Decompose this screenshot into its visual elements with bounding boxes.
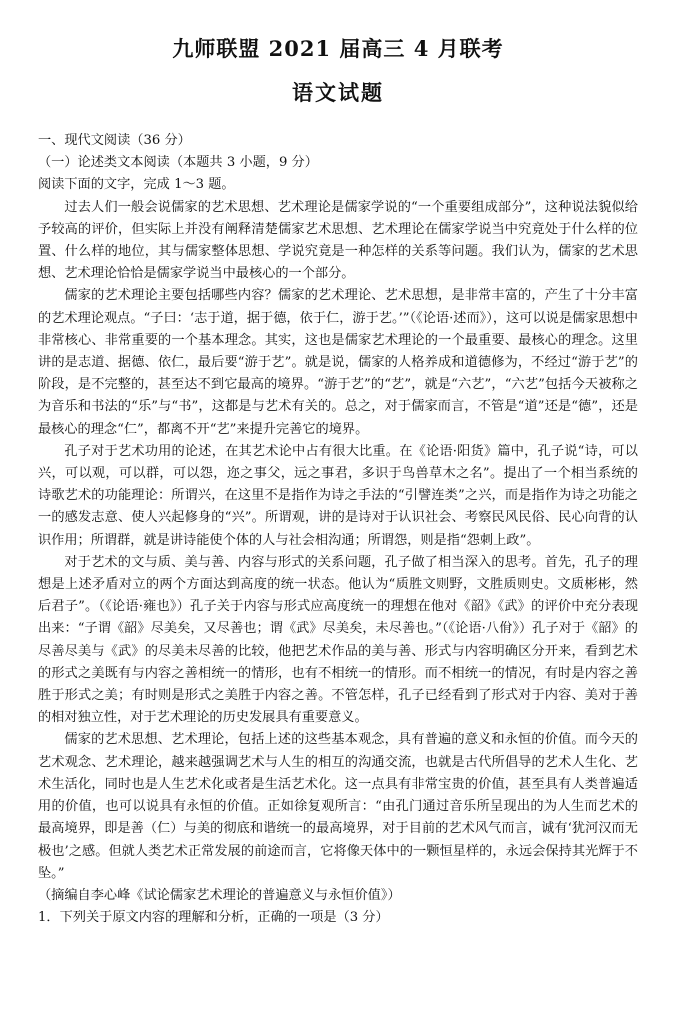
article-paragraph-1: 过去人们一般会说儒家的艺术思想、艺术理论是儒家学说的“一个重要组成部分”，这种说法貌似给予较高的评价，但实际上并没有阐释清楚儒家艺术思想、艺术理论在儒家学说当中究竟处于什么样的位置、什么样的地位，其与儒家整体思想、学说究竟是一种怎样的关系等问题。我们认为，儒家的艺术思想、艺术理论恰恰是儒家学说当中最核心的一个部分。: [38, 199, 638, 282]
article-paragraph-2: 儒家的艺术理论主要包括哪些内容？儒家的艺术理论、艺术思想，是非常丰富的，产生了十分丰富的艺术理论观点。“子曰：‘志于道，据于德，依于仁，游于艺。’”（《论语·述而》），这可以说是儒家思想中非常核心、非常重要的一个基本理念。其实，这也是儒家艺术理论的一个最重要、最核心的理念。这里讲的是志道、据德、依仁，最后要“游于艺”。就是说，儒家的人格养成和道德修为，不经过“游于艺”的阶段，是不完整的，甚至达不到它最高的境界。“游于艺”的“艺”，就是“六艺”，“六艺”包括今天被称之为音乐和书法的“乐”与“书”，这都是与艺术有关的。总之，对于儒家而言，不管是“道”还是“德”，还是最核心的理念“仁”，都离不开“艺”来提升完善它的境界。: [38, 288, 638, 437]
article-paragraph-4: 对于艺术的文与质、美与善、内容与形式的关系问题，孔子做了相当深入的思考。首先，孔子的理想是上述矛盾对立的两个方面达到高度的统一状态。他认为“质胜文则野，文胜质则史。文质彬彬，然后君子”。（《论语·雍也》）孔子关于内容与形式应高度统一的理想在他对《韶》《武》的评价中充分表现出来：“子谓《韶》尽美矣，又尽善也；谓《武》尽美矣，未尽善也。”（《论语·八佾》）孔子对于《韶》的尽善尽美与《武》的尽美未尽善的比较，他把艺术作品的美与善、形式与内容明确区分开来，看到艺术的形式之美既有与内容之善相统一的情形，也有不相统一的情形。而不相统一的情况，有时是内容之善胜于形式之美；有时则是形式之美胜于内容之善。不管怎样，孔子已经看到了形式对于内容、美对于善的相对独立性，对于艺术理论的历史发展具有重要意义。: [38, 554, 638, 726]
exam-subtitle: 语文试题: [292, 80, 384, 105]
exam-body: [38, 130, 638, 929]
section-heading: 一、现代文阅读（36 分）: [38, 133, 191, 148]
question-1: 1．下列关于原文内容的理解和分析，正确的一项是（3 分）: [38, 910, 389, 926]
article-paragraph-5: 儒家的艺术思想、艺术理论，包括上述的这些基本观念，具有普遍的意义和永恒的价值。而今天的艺术观念、艺术理论，越来越强调艺术与人生的相互的沟通交流，也就是古代所倡导的艺术人生化、艺术生活化，同时也是人生艺术化或者是生活艺术化。这一点具有非常宝贵的价值，甚至具有人类普遍适用的价值，也可以说具有永恒的价值。正如徐复观所言：“由孔门通过音乐所呈现出的为人生而艺术的最高境界，即是善（仁）与美的彻底和谐统一的最高境界，对于目前的艺术风气而言，诚有‘犹河汉而无极也’之感。但就人类艺术正常发展的前途而言，它将像天体中的一颗恒星样的，永远会保持其光辉于不坠。”: [38, 732, 638, 881]
reading-instruction: 阅读下面的文字，完成 1～3 题。: [38, 177, 235, 193]
exam-title: 九师联盟 2021 届高三 4 月联考: [172, 36, 504, 61]
section-subheading: （一）论述类文本阅读（本题共 3 小题，9 分）: [38, 155, 318, 171]
article-source: （摘编自李心峰《试论儒家艺术理论的普遍意义与永恒价值》）: [38, 887, 401, 903]
article-paragraph-3: 孔子对于艺术功用的论述，在其艺术论中占有很大比重。在《论语·阳货》篇中，孔子说“诗，可以兴，可以观，可以群，可以怨，迩之事父，远之事君，多识于鸟兽草木之名”。提出了一个相当系统的诗歌艺术的功能理论：所谓兴，在这里不是指作为诗之手法的“引譬连类”之兴，而是指作为诗之功能之一的感发志意、使人兴起修身的“兴”。所谓观，讲的是诗对于认识社会、考察民风民俗、民心向背的认识作用；所谓群，就是讲诗能使个体的人与社会相沟通；所谓怨，则是指“怨刺上政”。: [38, 443, 638, 548]
